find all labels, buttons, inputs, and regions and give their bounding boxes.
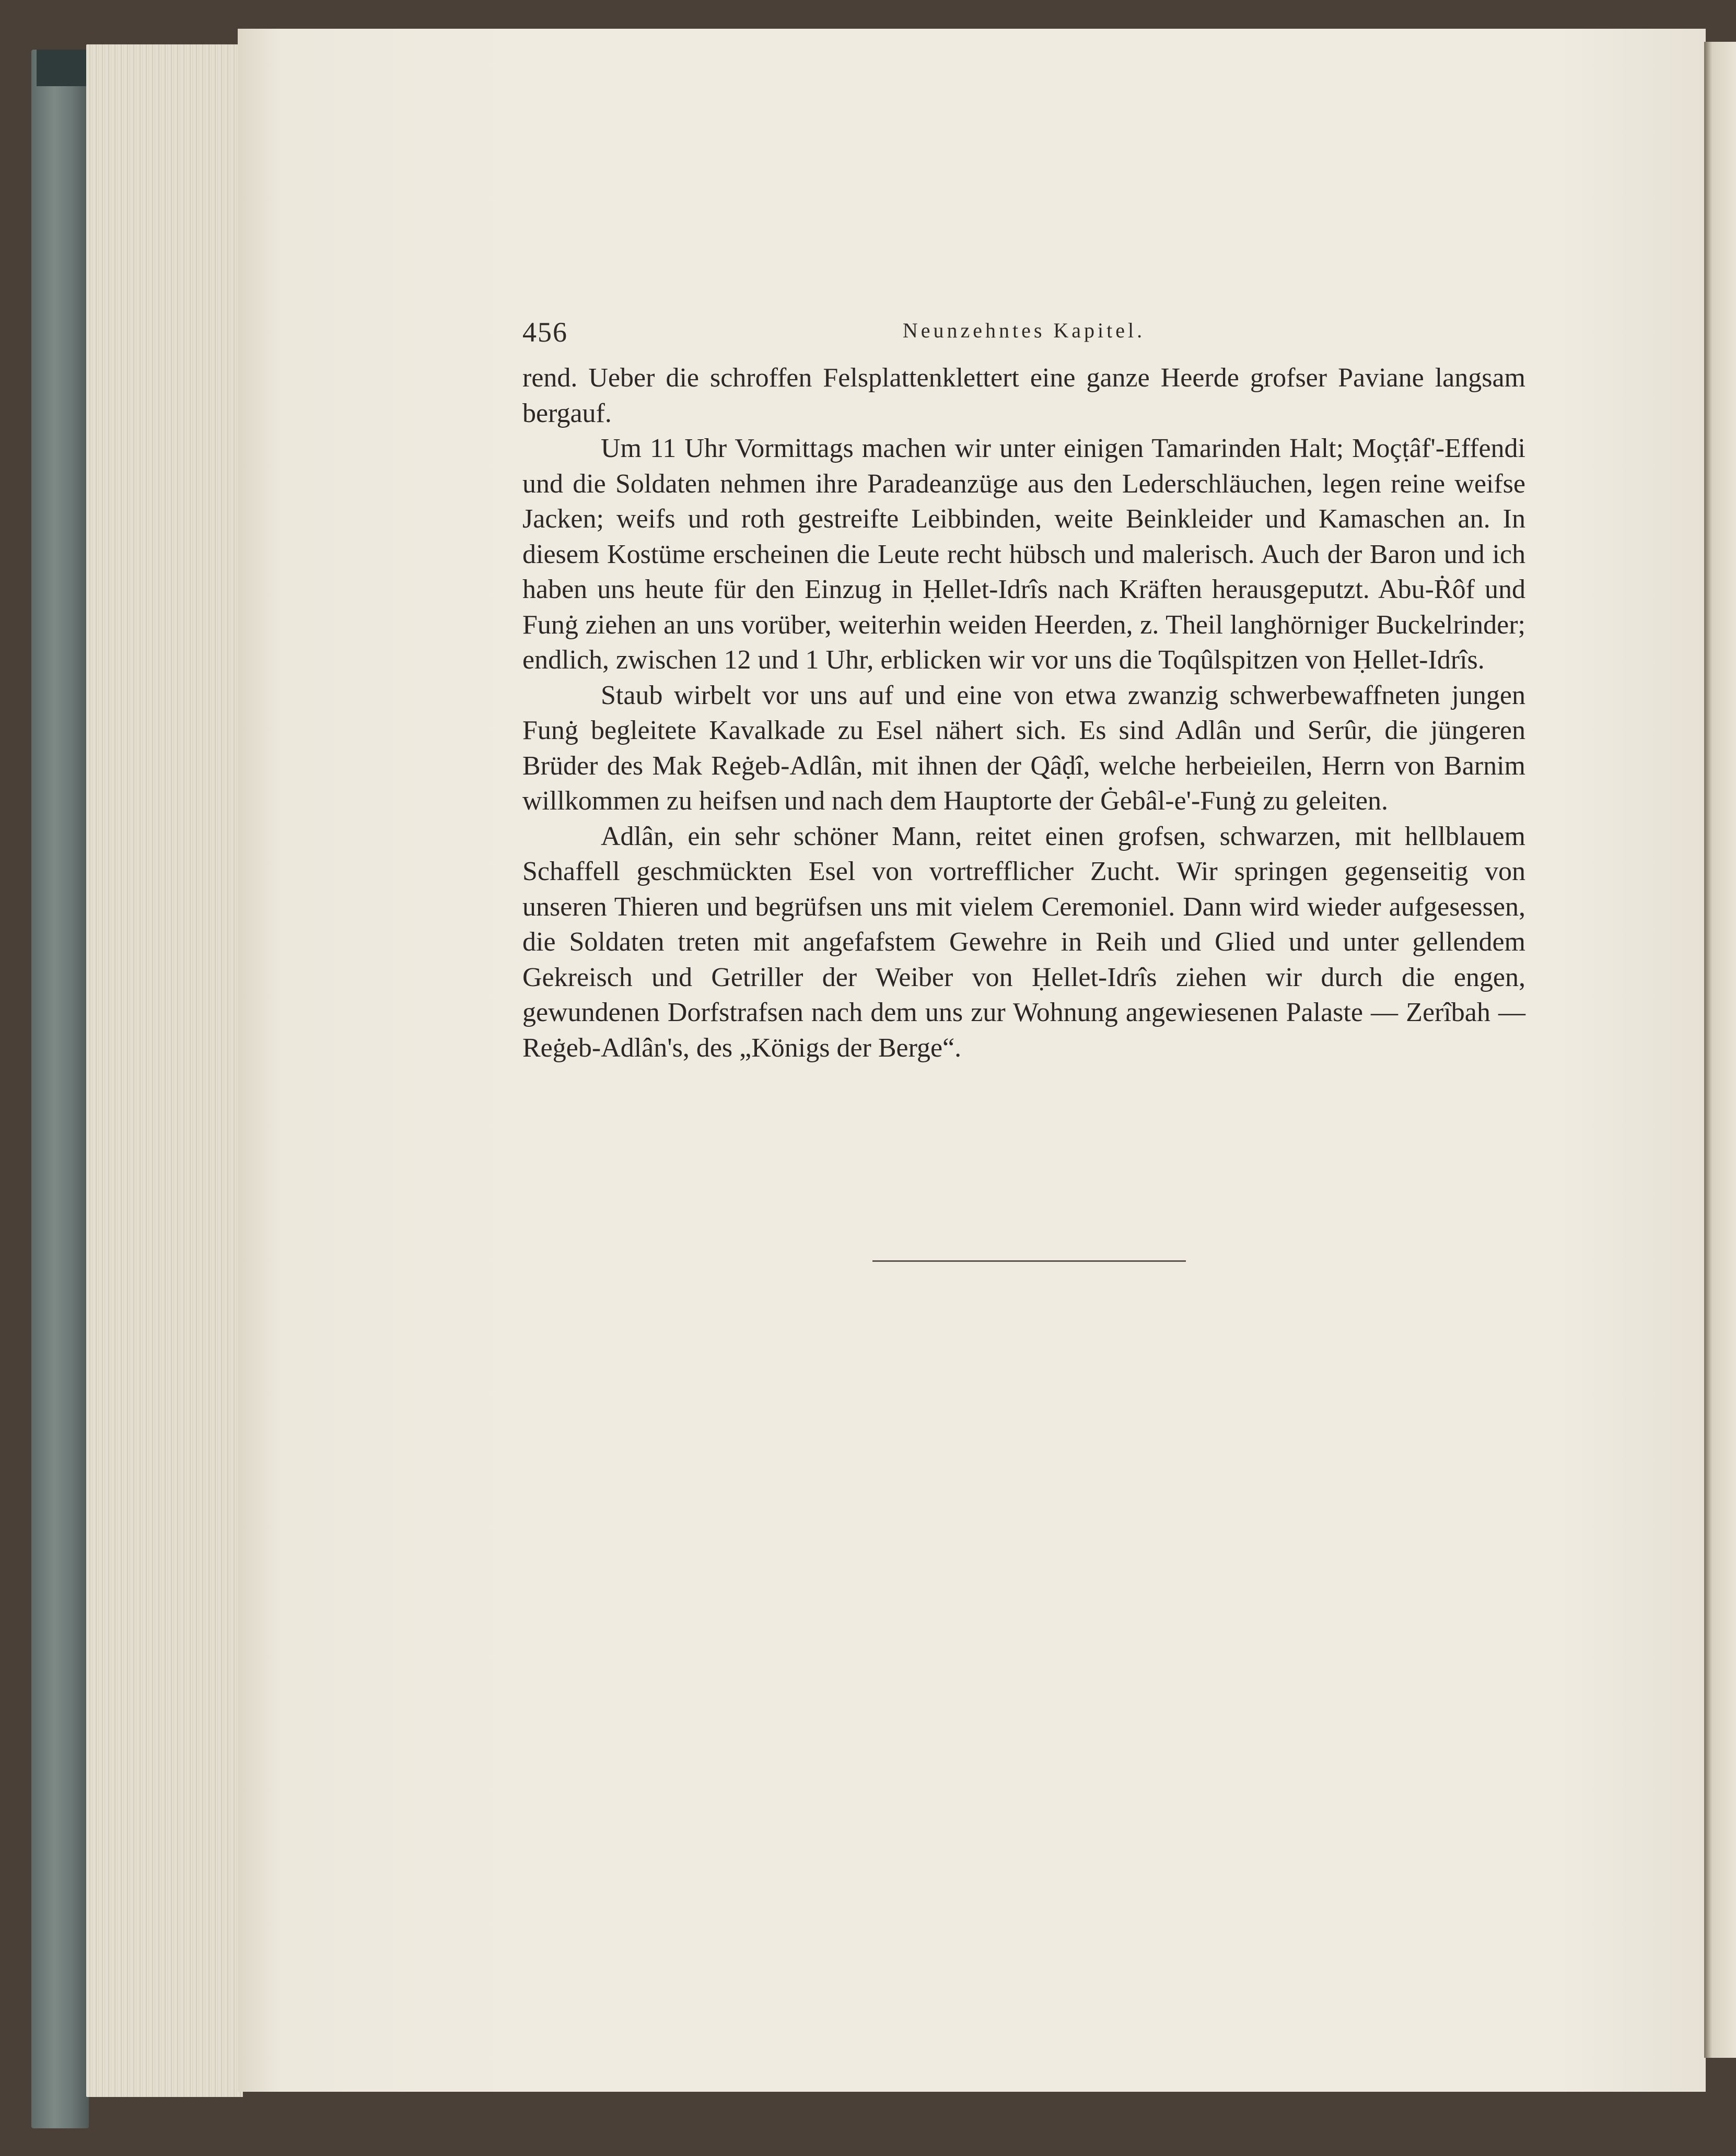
body-text xyxy=(522,360,1525,1065)
paragraph: Staub wirbelt vor uns auf und eine von etwa zwanzig schwerbewaffneten jungen Funġ begleitete Kavalkade zu Esel nähert sich. Es sind Adlân und Serûr, die jüngeren Brüder des Mak Reġeb-Adlân, mit ihnen der Qâḍî, welche herbeieilen, Herrn von Barnim willkommen zu heifsen und nach dem Hauptorte der Ġebâl-e'-Funġ zu geleiten. xyxy=(522,680,1525,816)
book-cover xyxy=(31,50,89,2128)
paragraph: Adlân, ein sehr schöner Mann, reitet einen grofsen, schwarzen, mit hellblauem Schaffell geschmückten Esel von vortrefflicher Zucht. Wir springen gegenseitig von unseren Thieren und begrüfsen uns mit vielem Ceremoniel. Dann wird wieder aufgesessen, die Soldaten treten mit angefafstem Gewehre in Reih und Glied und unter gellendem Gekreisch und Getriller der Weiber von Ḥellet-Idrîs ziehen wir durch die engen, gewundenen Dorfstrafsen nach dem uns zur Wohnung angewiesenen Palaste — Zerîbah — Reġeb-Adlân's, des „Königs der Berge“. xyxy=(522,821,1525,1063)
page-number: 456 xyxy=(522,317,568,348)
paragraph: Um 11 Uhr Vormittags machen wir unter einigen Tamarinden Halt; Moçṭâf'-Effendi und die Soldaten nehmen ihre Paradeanzüge aus den Lederschläuchen, legen reine weifse Jacken; weifs und roth gestreifte Leibbinden, weite Beinkleider und Kamaschen an. In diesem Kostüme erscheinen die Leute recht hübsch und malerisch. Auch der Baron und ich haben uns heute für den Einzug in Ḥellet-Idrîs nach Kräften herausgeputzt. Abu-Ṙôf und Funġ ziehen an uns vorüber, weiterhin weiden Heerden, z. Theil langhörniger Buckelrinder; endlich, zwischen 12 und 1 Uhr, erblicken wir vor uns die Toqûlspitzen von Ḥellet-Idrîs. xyxy=(522,433,1525,675)
section-end-rule xyxy=(872,1260,1186,1262)
cover-corner xyxy=(37,50,94,86)
paragraph-continuation: rend. Ueber die schroffen Felsplattenklettert eine ganze Heerde grofser Paviane langsam bergauf. xyxy=(522,363,1525,428)
page-header xyxy=(522,316,1525,347)
page-edges xyxy=(86,44,243,2097)
running-title: Neunzehntes Kapitel. xyxy=(902,319,1146,342)
next-page-edge xyxy=(1704,42,1736,2058)
